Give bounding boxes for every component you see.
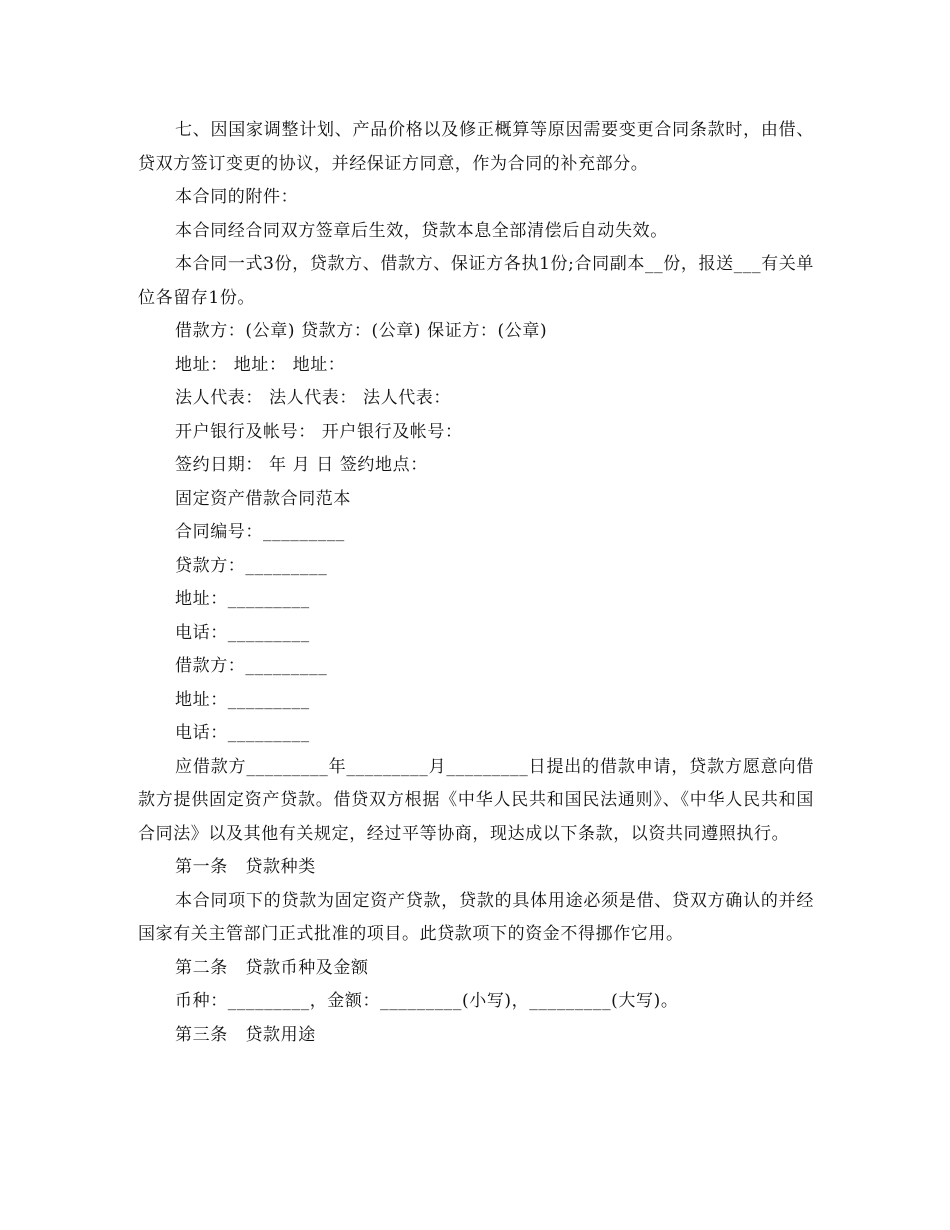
field-lender-phone: 电话：_________: [175, 622, 310, 643]
contract-title: 固定资产借款合同范本: [175, 488, 351, 509]
signature-date-place: 签约日期： 年 月 日 签约地点：: [175, 455, 428, 475]
field-borrower-phone: 电话：_________: [175, 723, 310, 743]
paragraph-effective: 本合同经合同双方签章后生效，贷款本息全部清偿后自动失效。: [175, 220, 668, 241]
article-3-heading: 第三条 贷款用途: [175, 1024, 316, 1045]
paragraph-preamble: 应借款方_________年_________月_________日提出的借款申请，贷款方愿意向借款方提供固定资产贷款。借贷双方根据《中华人民共和国民法通则》、《中华人民共和国合同法》以及其他有关规定，经过平等协商，现达成以下条款，以资共同遵照执行。: [138, 756, 814, 844]
paragraph-change-clause: 七、因国家调整计划、产品价格以及修正概算等原因需要变更合同条款时，由借、贷双方签订变更的协议，并经保证方同意，作为合同的补充部分。: [138, 120, 814, 174]
field-borrower-address: 地址：_________: [175, 689, 310, 710]
document-page: [138, 114, 814, 1052]
field-borrower: 借款方：_________: [175, 656, 328, 676]
article-1-heading: 第一条 贷款种类: [175, 857, 316, 877]
signature-parties: 借款方：(公章) 贷款方：(公章) 保证方：(公章): [175, 321, 548, 341]
signature-bank-account: 开户银行及帐号： 开户银行及帐号：: [175, 421, 463, 442]
field-contract-number: 合同编号：_________: [175, 522, 345, 542]
paragraph-attachments: 本合同的附件：: [175, 187, 299, 207]
paragraph-copies: 本合同一式3份，贷款方、借款方、保证方各执1份;合同副本__份，报送___有关单位各留存1份。: [138, 254, 814, 308]
article-2-heading: 第二条 贷款币种及金额: [175, 957, 369, 978]
signature-legal-rep: 法人代表： 法人代表： 法人代表：: [175, 388, 452, 408]
field-lender-address: 地址：_________: [175, 589, 310, 609]
field-lender: 贷款方：_________: [175, 555, 328, 576]
signature-address: 地址： 地址： 地址：: [175, 354, 346, 375]
article-1-body: 本合同项下的贷款为固定资产贷款，贷款的具体用途必须是借、贷双方确认的并经国家有关主管部门正式批准的项目。此贷款项下的资金不得挪作它用。: [138, 890, 814, 944]
article-2-body: 币种：_________，金额：_________(小写)，_________(大写)。: [175, 991, 679, 1011]
